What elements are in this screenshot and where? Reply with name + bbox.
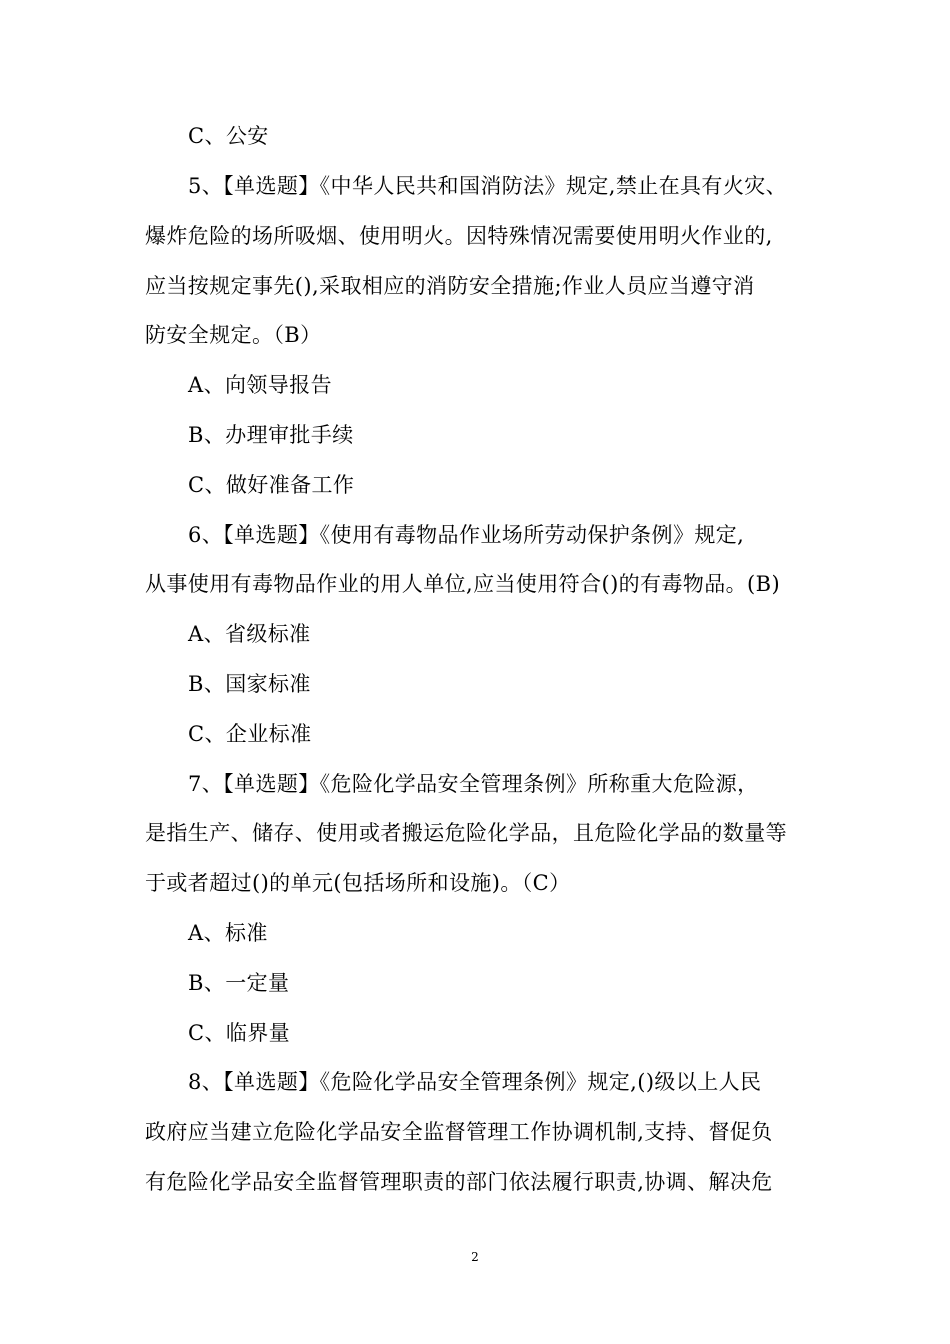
question-5-line-3: 应当按规定事先(),采取相应的消防安全措施;作业人员应当遵守消	[145, 274, 755, 298]
option-b-q7: B、一定量	[188, 971, 290, 995]
option-a-q6: A、省级标准	[188, 622, 311, 646]
question-7-line-2: 是指生产、储存、使用或者搬运危险化学品，且危险化学品的数量等	[145, 821, 787, 845]
question-6-line-1: 6、【单选题】《使用有毒物品作业场所劳动保护条例》规定,	[188, 523, 745, 547]
question-8-line-3: 有危险化学品安全监督管理职责的部门依法履行职责,协调、解决危	[145, 1170, 773, 1194]
question-7-line-3: 于或者超过()的单元(包括场所和设施)。（C）	[145, 871, 571, 895]
option-a-q5: A、向领导报告	[188, 373, 332, 397]
question-5-line-2: 爆炸危险的场所吸烟、使用明火。因特殊情况需要使用明火作业的,	[145, 224, 773, 248]
option-b-q6: B、国家标准	[188, 672, 311, 696]
page-number: 2	[471, 1250, 479, 1264]
question-8-line-2: 政府应当建立危险化学品安全监督管理工作协调机制,支持、督促负	[145, 1120, 773, 1144]
option-c-q7: C、临界量	[188, 1021, 291, 1045]
question-5-line-4: 防安全规定。（B）	[145, 323, 322, 347]
option-c-q6: C、企业标准	[188, 722, 312, 746]
option-c-q5: C、做好准备工作	[188, 473, 355, 497]
question-5-line-1: 5、【单选题】《中华人民共和国消防法》规定,禁止在具有火灾、	[188, 174, 788, 198]
question-7-line-1: 7、【单选题】《危险化学品安全管理条例》所称重大危险源，	[188, 772, 759, 796]
option-c-q4: C、公安	[188, 124, 269, 148]
question-8-line-1: 8、【单选题】《危险化学品安全管理条例》规定,()级以上人民	[188, 1070, 762, 1094]
option-a-q7: A、标准	[188, 921, 268, 945]
option-b-q5: B、办理审批手续	[188, 423, 354, 447]
question-6-line-2: 从事使用有毒物品作业的用人单位,应当使用符合()的有毒物品。(B)	[145, 572, 781, 596]
